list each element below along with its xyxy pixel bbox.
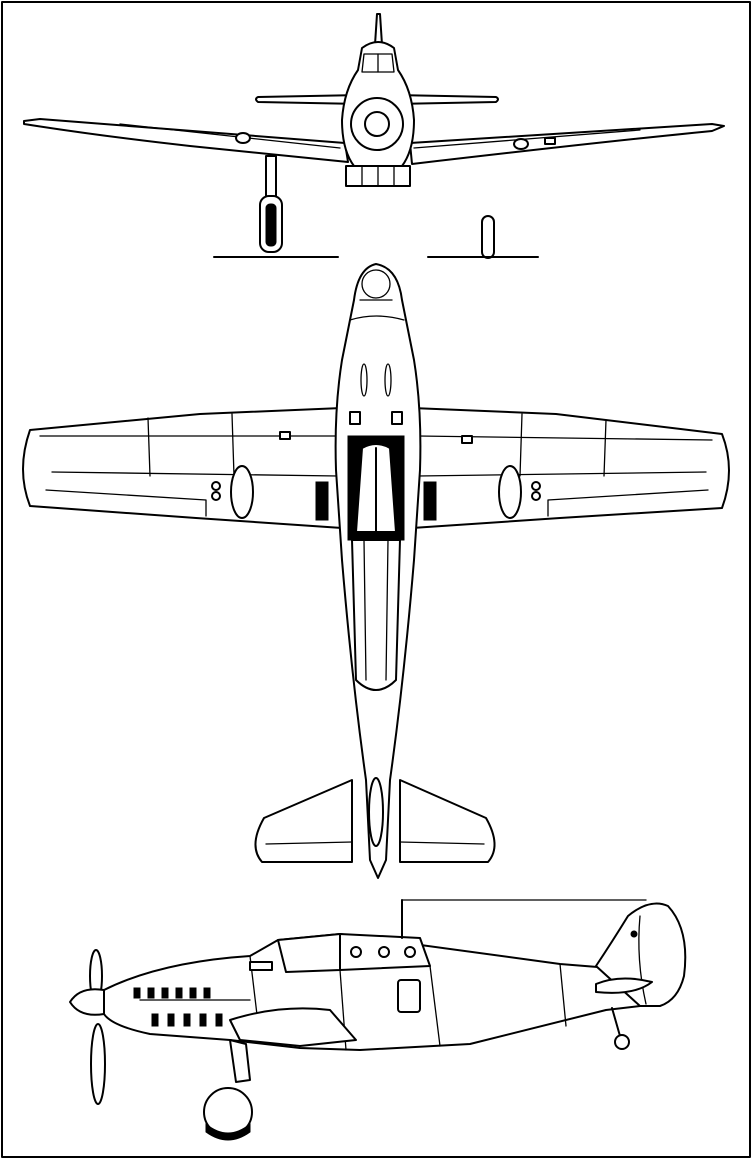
top-fin: [369, 778, 383, 846]
top-intake-right: [392, 412, 402, 424]
side-view: [70, 900, 685, 1140]
front-spinner: [365, 112, 389, 136]
side-exhaust-3: [162, 988, 168, 998]
side-exhaust-11: [216, 1014, 222, 1026]
top-view: [23, 264, 729, 878]
side-exhaust-9: [184, 1014, 190, 1026]
side-exhaust-6: [204, 988, 210, 998]
side-canopy-window-1: [351, 947, 361, 957]
side-fin-light: [631, 931, 637, 937]
front-wing-pod-left: [236, 133, 250, 143]
top-tailplane-right: [400, 780, 495, 862]
top-flap-block-left: [316, 482, 328, 520]
front-view: [24, 14, 724, 258]
side-tailwheel: [615, 1035, 629, 1049]
top-tailplane-left: [255, 780, 352, 862]
side-propeller-lower: [91, 1024, 105, 1104]
top-gun-port-left-1: [212, 482, 220, 490]
side-access-hatch: [398, 980, 420, 1012]
side-gear-leg: [230, 1040, 250, 1082]
side-tailwheel-leg: [612, 1008, 620, 1036]
side-exhaust-10: [200, 1014, 206, 1026]
front-wing-pod-right: [514, 139, 528, 149]
side-spinner: [70, 989, 104, 1015]
side-exhaust-2: [148, 988, 154, 998]
side-vent: [250, 962, 272, 970]
top-rear-decking: [352, 540, 400, 690]
side-exhaust-8: [168, 1014, 174, 1026]
side-canopy-window-3: [405, 947, 415, 957]
front-gear-tyre: [266, 204, 276, 246]
side-exhaust-7: [152, 1014, 158, 1026]
front-tailwheel: [482, 216, 494, 258]
side-canopy-window-2: [379, 947, 389, 957]
top-gun-port-left-2: [212, 492, 220, 500]
side-windscreen: [278, 934, 340, 972]
top-gun-port-right-1: [532, 482, 540, 490]
top-gun-port-right-2: [532, 492, 540, 500]
top-flap-block-right: [424, 482, 436, 520]
top-wheel-well-right: [499, 466, 521, 518]
front-wing-mark-right: [545, 138, 555, 144]
side-exhaust-5: [190, 988, 196, 998]
side-exhaust-1: [134, 988, 140, 998]
side-exhaust-4: [176, 988, 182, 998]
top-wheel-well-left: [231, 466, 253, 518]
front-gear-leg: [266, 156, 276, 200]
top-intake-left: [350, 412, 360, 424]
top-wing-hatch-right: [462, 436, 472, 443]
front-wing-left: [24, 119, 348, 162]
top-wing-hatch-left: [280, 432, 290, 439]
